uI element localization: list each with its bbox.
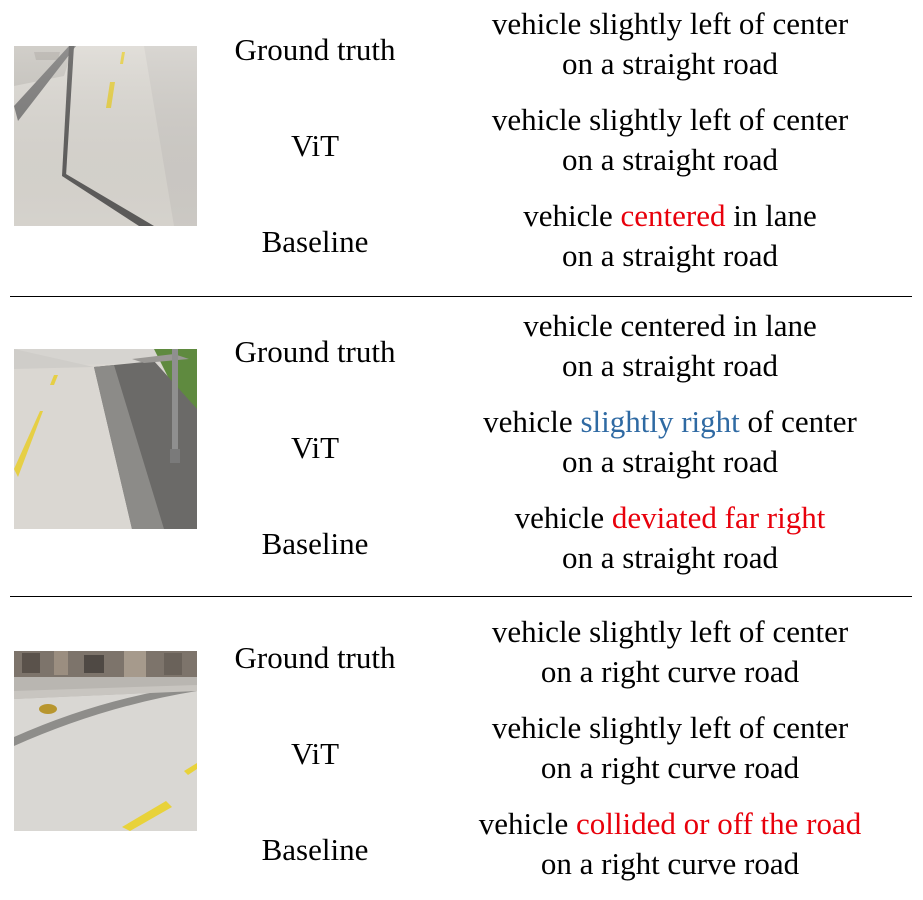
- desc-highlight: deviated far right: [611, 500, 826, 535]
- group-divider: [10, 296, 912, 297]
- row-label: ViT: [290, 430, 340, 465]
- desc-text: vehicle slightly left of center: [491, 614, 849, 649]
- row-description: [430, 612, 910, 692]
- table-row: [0, 306, 923, 402]
- row-description: [430, 708, 910, 788]
- desc-line-2: on a straight road: [561, 46, 779, 81]
- desc-text: of center: [739, 404, 857, 439]
- table-row: [0, 196, 923, 292]
- desc-line-2: on a straight road: [561, 540, 779, 575]
- row-label: ViT: [290, 128, 340, 163]
- desc-line-2: on a straight road: [561, 348, 779, 383]
- desc-line-2: on a right curve road: [540, 654, 800, 689]
- desc-line-2: on a straight road: [561, 142, 779, 177]
- group-divider: [10, 596, 912, 597]
- row-description: [430, 100, 910, 180]
- table-row: [0, 612, 923, 708]
- desc-highlight: slightly right: [580, 404, 740, 439]
- row-label: Ground truth: [234, 334, 396, 369]
- desc-text: vehicle slightly left of center: [491, 102, 849, 137]
- row-label: Baseline: [261, 526, 369, 561]
- row-description: [430, 306, 910, 386]
- row-description: [430, 4, 910, 84]
- row-description: [430, 196, 910, 276]
- desc-line-2: on a straight road: [561, 444, 779, 479]
- table-row: [0, 708, 923, 804]
- desc-highlight: centered: [620, 198, 726, 233]
- desc-text: vehicle slightly left of center: [491, 6, 849, 41]
- row-label: Baseline: [261, 832, 369, 867]
- desc-line-2: on a right curve road: [540, 846, 800, 881]
- desc-line-2: on a right curve road: [540, 750, 800, 785]
- table-row: [0, 804, 923, 900]
- row-label: ViT: [290, 736, 340, 771]
- desc-text: vehicle: [523, 198, 621, 233]
- desc-text: vehicle: [514, 500, 612, 535]
- row-label: Ground truth: [234, 32, 396, 67]
- desc-line-2: on a straight road: [561, 238, 779, 273]
- row-description: [430, 498, 910, 578]
- desc-text: in lane: [725, 198, 817, 233]
- desc-text: vehicle slightly left of center: [491, 710, 849, 745]
- table-row: [0, 498, 923, 594]
- table-row: [0, 402, 923, 498]
- table-row: [0, 4, 923, 100]
- desc-text: vehicle: [478, 806, 577, 841]
- row-label: Ground truth: [234, 640, 396, 675]
- table-row: [0, 100, 923, 196]
- row-label: Baseline: [261, 224, 369, 259]
- row-description: [430, 402, 910, 482]
- row-description: [430, 804, 910, 884]
- desc-highlight: collided or off the road: [576, 806, 862, 841]
- desc-text: vehicle: [483, 404, 581, 439]
- desc-text: vehicle centered in lane: [523, 308, 817, 343]
